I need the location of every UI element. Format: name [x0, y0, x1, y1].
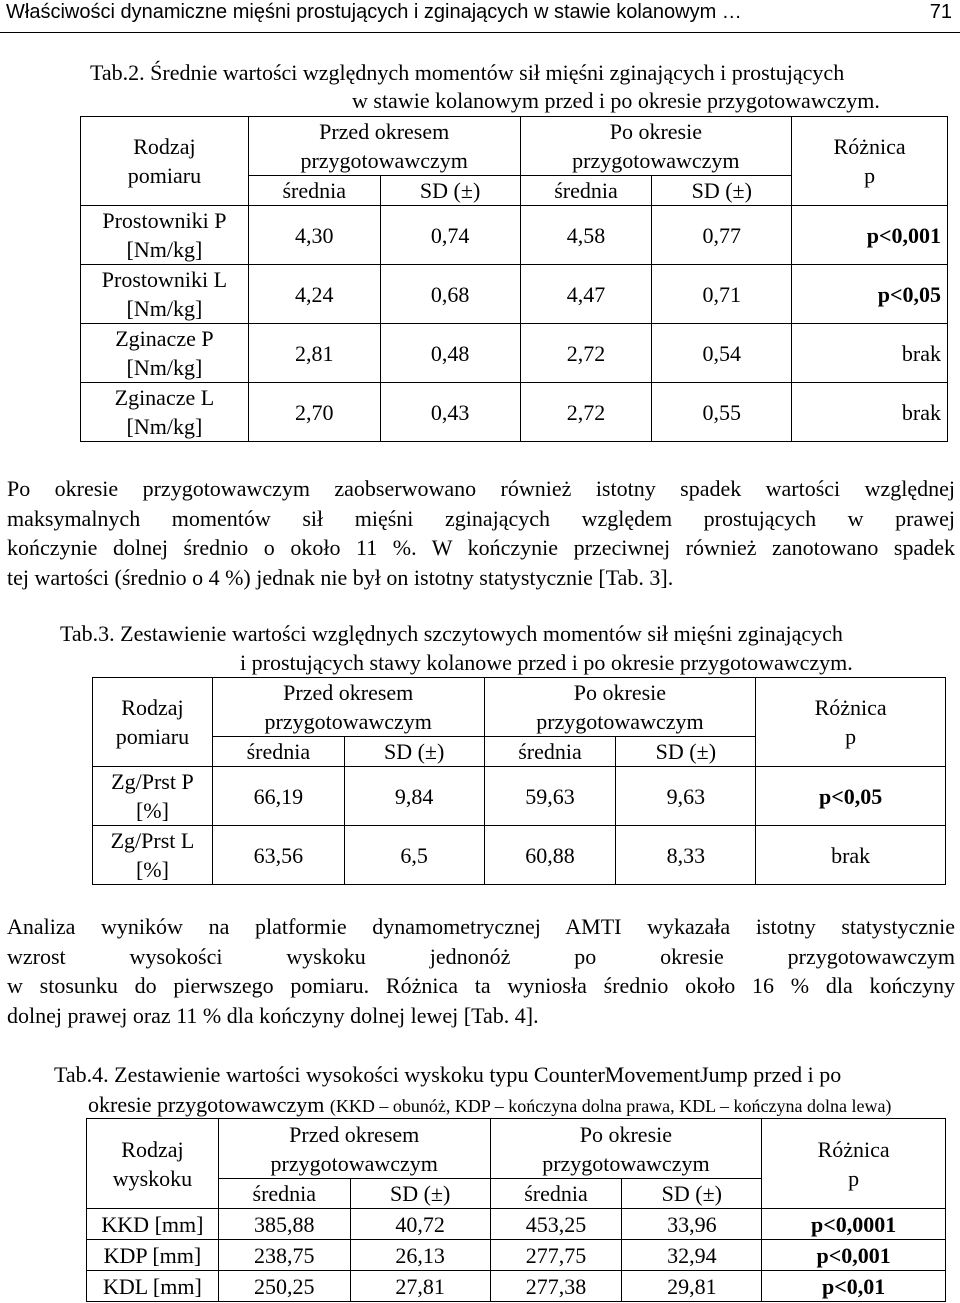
cell-p: p<0,001: [792, 206, 948, 265]
cell-po-srednia: 453,25: [490, 1209, 622, 1240]
page-number: 71: [929, 1, 952, 23]
cell-przed-srednia: 238,75: [218, 1240, 350, 1271]
cell-po-sd: 33,96: [622, 1209, 762, 1240]
tab4-header-po: Po okresie przygotowawczym: [490, 1119, 762, 1179]
cell-p: p<0,05: [792, 265, 948, 324]
cell-po-srednia: 277,75: [490, 1240, 622, 1271]
paragraph-line: maksymalnych momentów sił mięśni zginających względem prostujących w prawej: [7, 505, 955, 531]
tab2-header-po: Po okresie przygotowawczym: [520, 117, 792, 176]
cell-p: brak: [792, 383, 948, 442]
tab2-header-srednia: średnia: [248, 176, 380, 206]
tab3-header-sd: SD (±): [344, 737, 484, 767]
cell-przed-srednia: 4,30: [248, 206, 380, 265]
cell-po-srednia: 277,38: [490, 1271, 622, 1302]
cell-p: p<0,05: [756, 767, 946, 826]
tab4-header-srednia: średnia: [218, 1179, 350, 1209]
cell-przed-sd: 0,43: [380, 383, 520, 442]
table-row: [87, 1271, 946, 1302]
cell-przed-sd: 6,5: [344, 826, 484, 885]
paragraph-2: [7, 912, 955, 1030]
paragraph-line: wzrost wysokości wyskoku jednonóż po okresie przygotowawczym: [7, 943, 955, 969]
tab3-table: [92, 677, 946, 885]
paragraph-1: [7, 474, 955, 592]
cell-po-srednia: 2,72: [520, 324, 652, 383]
tab2-caption-line1: Tab.2. Średnie wartości względnych momentów sił mięśni zginających i prostujących: [90, 60, 845, 85]
tab3-header-rodzaj: Rodzaj pomiaru: [93, 678, 213, 767]
tab2-header-srednia: średnia: [520, 176, 652, 206]
cell-p: p<0,01: [762, 1271, 946, 1302]
paragraph-line: Analiza wyników na platformie dynamometrycznej AMTI wykazała istotny statystycznie: [7, 914, 955, 939]
cell-p: p<0,001: [762, 1240, 946, 1271]
tab4-header-rodzaj: Rodzaj wyskoku: [87, 1119, 219, 1209]
cell-przed-srednia: 385,88: [218, 1209, 350, 1240]
table-row: [81, 324, 948, 383]
cell-przed-srednia: 2,81: [248, 324, 380, 383]
cell-po-sd: 32,94: [622, 1240, 762, 1271]
cell-po-sd: 8,33: [616, 826, 756, 885]
tab3-caption-line2: i prostujących stawy kolanowe przed i po okresie przygotowawczym.: [240, 650, 853, 675]
tab3-header-srednia: średnia: [484, 737, 616, 767]
cell-przed-sd: 27,81: [350, 1271, 490, 1302]
cell-przed-sd: 26,13: [350, 1240, 490, 1271]
tab3-header-po: Po okresie przygotowawczym: [484, 678, 756, 737]
tab4-header-sd: SD (±): [350, 1179, 490, 1209]
tab3-header-przed: Przed okresem przygotowawczym: [212, 678, 484, 737]
paragraph-line: tej wartości (średnio o 4 %) jednak nie był on istotny statystycznie [Tab. 3].: [7, 564, 674, 590]
cell-przed-sd: 0,74: [380, 206, 520, 265]
table-row: [93, 826, 946, 885]
tab2-caption-line2: w stawie kolanowym przed i po okresie przygotowawczym.: [352, 88, 880, 113]
tab3-header-srednia: średnia: [212, 737, 344, 767]
cell-przed-srednia: 66,19: [212, 767, 344, 826]
tab4-caption-legend: (KKD – obunóż, KDP – kończyna dolna prawa, KDL – kończyna dolna lewa): [329, 1096, 892, 1116]
row-label: Zginacze L [Nm/kg]: [81, 383, 249, 442]
cell-po-srednia: 60,88: [484, 826, 616, 885]
table-row: [81, 383, 948, 442]
row-label: Zginacze P [Nm/kg]: [81, 324, 249, 383]
cell-po-srednia: 4,47: [520, 265, 652, 324]
running-header: [0, 0, 960, 33]
running-title: Właściwości dynamiczne mięśni prostujących i zginających w stawie kolanowym …: [6, 1, 742, 23]
tab3-header-roznica: Różnica p: [756, 678, 946, 767]
cell-przed-sd: 0,48: [380, 324, 520, 383]
tab2-header-roznica: Różnica p: [792, 117, 948, 206]
tab4-header-sd: SD (±): [622, 1179, 762, 1209]
cell-przed-srednia: 4,24: [248, 265, 380, 324]
cell-przed-srednia: 250,25: [218, 1271, 350, 1302]
cell-po-sd: 29,81: [622, 1271, 762, 1302]
paragraph-line: Po okresie przygotowawczym zaobserwowano również istotny spadek wartości względnej: [7, 476, 955, 501]
table-row: [81, 206, 948, 265]
cell-p: brak: [792, 324, 948, 383]
tab4-header-roznica: Różnica p: [762, 1119, 946, 1209]
cell-przed-srednia: 2,70: [248, 383, 380, 442]
tab4-header-srednia: średnia: [490, 1179, 622, 1209]
cell-p: p<0,0001: [762, 1209, 946, 1240]
cell-przed-sd: 40,72: [350, 1209, 490, 1240]
cell-p: brak: [756, 826, 946, 885]
row-label: KDL [mm]: [87, 1271, 219, 1302]
tab3-header-sd: SD (±): [616, 737, 756, 767]
row-label: KKD [mm]: [87, 1209, 219, 1240]
paragraph-line: dolnej prawej oraz 11 % dla kończyny dolnej lewej [Tab. 4].: [7, 1002, 539, 1028]
row-label: Prostowniki L [Nm/kg]: [81, 265, 249, 324]
cell-po-srednia: 4,58: [520, 206, 652, 265]
paragraph-line: w stosunku do pierwszego pomiaru. Różnica ta wyniosła średnio około 16 % dla kończyny: [7, 973, 955, 998]
tab2-header-sd: SD (±): [652, 176, 792, 206]
table-row: [93, 767, 946, 826]
tab4-header-przed: Przed okresem przygotowawczym: [218, 1119, 490, 1179]
table-row: [87, 1240, 946, 1271]
cell-po-sd: 0,77: [652, 206, 792, 265]
cell-przed-sd: 9,84: [344, 767, 484, 826]
cell-po-sd: 0,54: [652, 324, 792, 383]
cell-po-sd: 0,71: [652, 265, 792, 324]
tab2-header-przed: Przed okresem przygotowawczym: [248, 117, 520, 176]
tab4-caption-line1: Tab.4. Zestawienie wartości wysokości wyskoku typu CounterMovementJump przed i po: [54, 1062, 842, 1087]
row-label: Zg/Prst L [%]: [93, 826, 213, 885]
tab2-header-sd: SD (±): [380, 176, 520, 206]
tab3-caption-line1: Tab.3. Zestawienie wartości względnych szczytowych momentów sił mięśni zginających: [60, 621, 843, 646]
cell-po-srednia: 59,63: [484, 767, 616, 826]
cell-po-srednia: 2,72: [520, 383, 652, 442]
table-row: [81, 265, 948, 324]
row-label: Zg/Prst P [%]: [93, 767, 213, 826]
cell-przed-sd: 0,68: [380, 265, 520, 324]
tab4-caption-line2: [88, 1090, 891, 1121]
row-label: Prostowniki P [Nm/kg]: [81, 206, 249, 265]
cell-po-sd: 0,55: [652, 383, 792, 442]
tab4-caption-main: okresie przygotowawczym: [88, 1092, 325, 1117]
tab2-header-rodzaj: Rodzaj pomiaru: [81, 117, 249, 206]
tab2-table: [80, 116, 948, 442]
cell-przed-srednia: 63,56: [212, 826, 344, 885]
paragraph-line: kończynie dolnej średnio o około 11 %. W kończynie przeciwnej również zanotowano spadek: [7, 535, 955, 560]
tab4-table: [86, 1118, 946, 1302]
table-row: [87, 1209, 946, 1240]
cell-po-sd: 9,63: [616, 767, 756, 826]
row-label: KDP [mm]: [87, 1240, 219, 1271]
